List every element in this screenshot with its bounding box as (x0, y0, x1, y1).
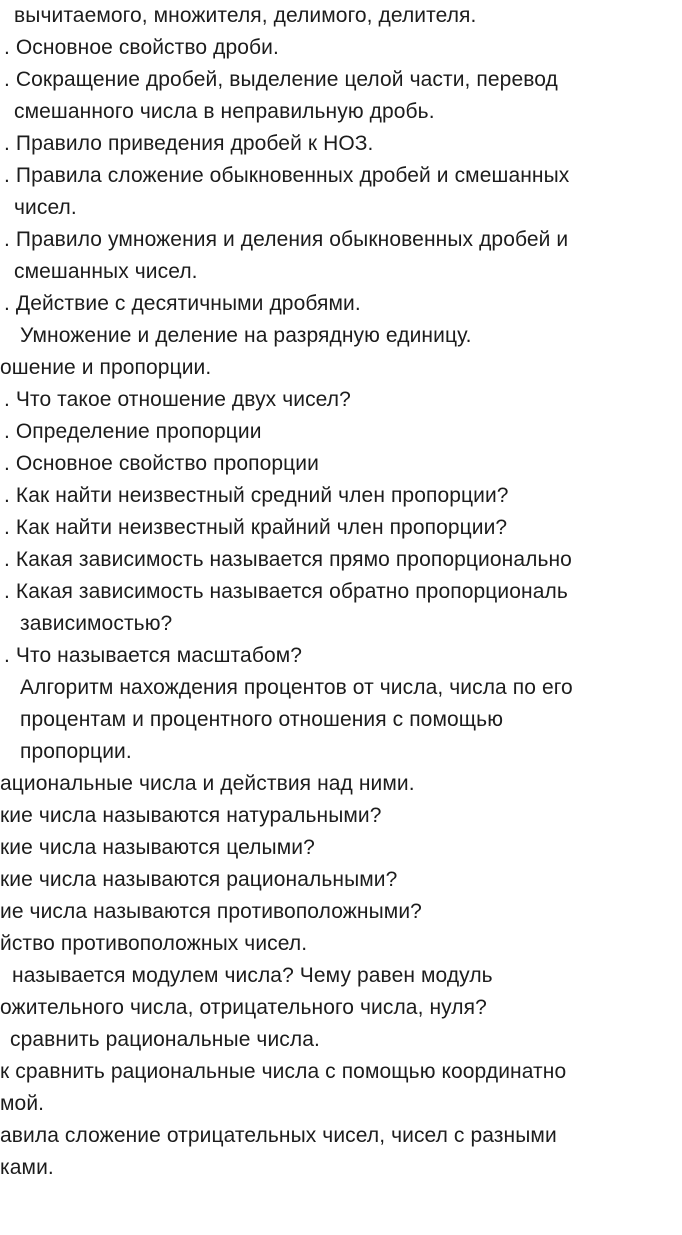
text-line-30: йство противоположных чисел. (0, 932, 308, 955)
text-line-15: . Основное свойство пропорции (4, 452, 319, 475)
text-line-7: чисел. (14, 196, 77, 219)
text-line-37: ками. (0, 1156, 54, 1179)
text-line-29: ие числа называются противоположными? (0, 900, 422, 923)
text-line-4: смешанного числа в неправильную дробь. (14, 100, 435, 123)
text-line-11: Умножение и деление на разрядную единицу. (20, 324, 472, 347)
text-line-2: . Основное свойство дроби. (4, 36, 279, 59)
text-line-21: . Что называется масштабом? (4, 644, 303, 667)
text-line-23: процентам и процентного отношения с помощью (20, 708, 504, 731)
text-line-3: . Сокращение дробей, выделение целой части, перевод (4, 68, 558, 91)
text-line-13: . Что такое отношение двух чисел? (4, 388, 351, 411)
text-line-5: . Правило приведения дробей к НОЗ. (4, 132, 374, 155)
text-line-24: пропорции. (20, 740, 132, 763)
text-line-31: называется модулем числа? Чему равен модуль (12, 964, 493, 987)
text-line-28: кие числа называются рациональными? (0, 868, 398, 891)
text-line-14: . Определение пропорции (4, 420, 262, 443)
text-line-9: смешанных чисел. (14, 260, 198, 283)
text-line-27: кие числа называются целыми? (0, 836, 315, 859)
text-line-1: вычитаемого, множителя, делимого, делителя. (14, 4, 477, 27)
text-line-10: . Действие с десятичными дробями. (4, 292, 361, 315)
text-line-6: . Правила сложение обыкновенных дробей и смешанных (4, 164, 570, 187)
text-line-19: . Какая зависимость называется обратно пропорциональ (4, 580, 568, 603)
text-line-12: ошение и пропорции. (0, 356, 212, 379)
text-line-18: . Какая зависимость называется прямо пропорционально (4, 548, 572, 571)
text-line-33: сравнить рациональные числа. (10, 1028, 320, 1051)
text-line-35: мой. (0, 1092, 45, 1115)
text-line-20: зависимостью? (20, 612, 173, 635)
text-line-36: авила сложение отрицательных чисел, чисел с разными (0, 1124, 557, 1147)
text-line-22: Алгоритм нахождения процентов от числа, числа по его (20, 676, 573, 699)
text-line-32: ожительного числа, отрицательного числа, нуля? (0, 996, 487, 1019)
text-line-17: . Как найти неизвестный крайний член пропорции? (4, 516, 508, 539)
text-line-8: . Правило умножения и деления обыкновенных дробей и (4, 228, 569, 251)
text-line-25: ациональные числа и действия над ними. (0, 772, 415, 795)
text-line-26: кие числа называются натуральными? (0, 804, 382, 827)
text-line-34: к сравнить рациональные числа с помощью координатно (0, 1060, 567, 1083)
text-line-16: . Как найти неизвестный средний член пропорции? (4, 484, 509, 507)
